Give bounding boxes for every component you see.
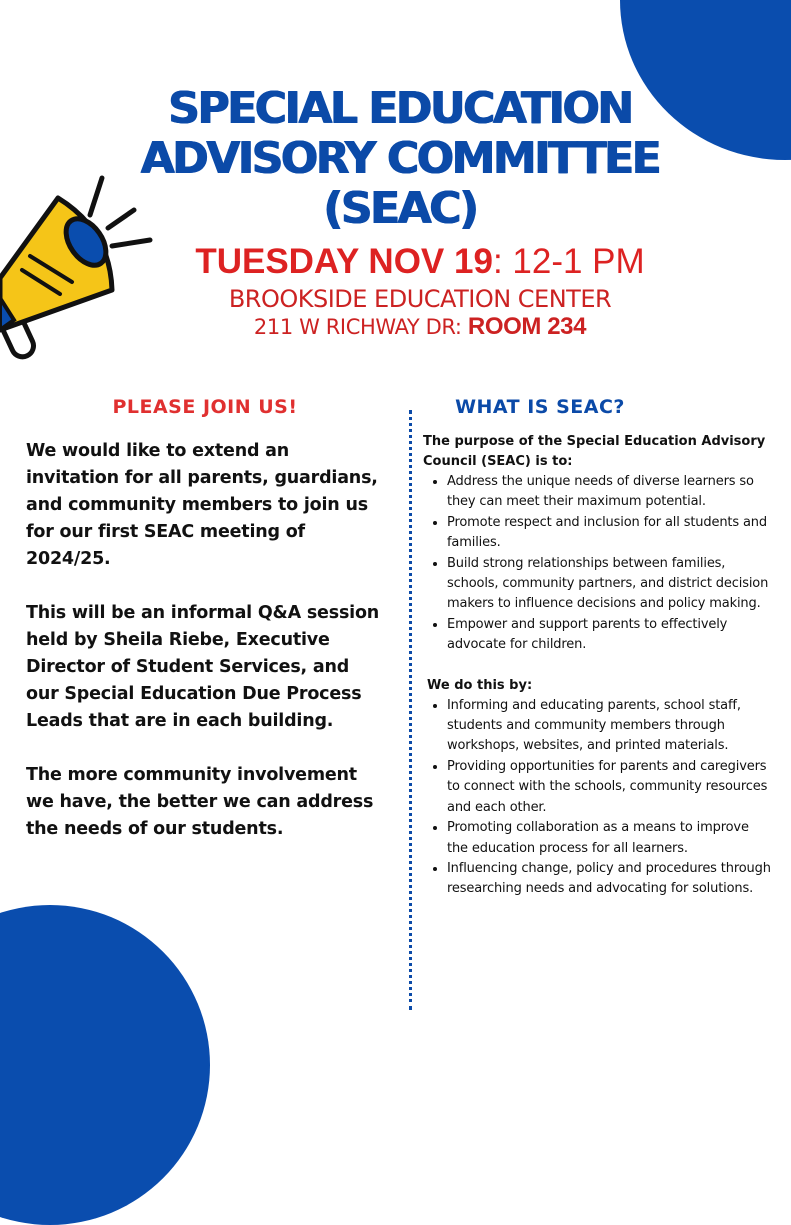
event-details (150, 240, 690, 340)
purpose-list (423, 472, 773, 656)
title-line-2: ADVISORY COMMITTEE (140, 133, 660, 184)
purpose-intro: The purpose of the Special Education Advisory Council (SEAC) is to: (423, 434, 766, 469)
list-item: • Address the unique needs of diverse learners so they can meet their maximum potential. (447, 472, 773, 513)
list-item: • Promoting collaboration as a means to improve the education process for all learners. (447, 818, 773, 859)
invitation-paragraph: We would like to extend an invitation for all parents, guardians, and community members to join us for our first SEAC meeting of 2024/25. (26, 441, 378, 569)
invitation-text (26, 438, 381, 870)
seac-description (423, 432, 773, 900)
event-time: : 12-1 PM (492, 242, 645, 281)
list-item: • Influencing change, policy and procedures through researching needs and advocating for solutions. (447, 859, 773, 900)
list-item: • Informing and educating parents, school staff, students and community members through workshops, websites, and printed materials. (447, 696, 773, 757)
list-item: • Empower and support parents to effectively advocate for children. (447, 615, 773, 656)
what-is-seac-heading: WHAT IS SEAC? (455, 396, 625, 418)
event-date: TUESDAY NOV 19 (195, 242, 493, 281)
title-line-3: (SEAC) (323, 183, 477, 234)
methods-heading: We do this by: (427, 677, 533, 693)
event-address-line (150, 314, 690, 340)
involvement-paragraph: The more community involvement we have, the better we can address the needs of our students. (26, 765, 374, 839)
page-title (60, 84, 740, 234)
list-item: • Providing opportunities for parents and caregivers to connect with the schools, community resources and each other. (447, 757, 773, 818)
event-location: BROOKSIDE EDUCATION CENTER (228, 285, 612, 313)
event-address: 211 W RICHWAY DR: (253, 315, 468, 339)
join-heading: PLEASE JOIN US! (112, 396, 298, 418)
list-item: • Build strong relationships between families, schools, community partners, and district decision makers to influence decisions and policy making. (447, 554, 773, 615)
column-divider (409, 410, 412, 1010)
event-date-time (150, 240, 690, 284)
decorative-circle-bottom-left (0, 905, 210, 1225)
event-room: ROOM 234 (467, 313, 587, 340)
methods-list (423, 696, 773, 900)
title-line-1: SPECIAL EDUCATION (168, 83, 632, 134)
list-item: • Promote respect and inclusion for all students and families. (447, 513, 773, 554)
session-paragraph: This will be an informal Q&A session held by Sheila Riebe, Executive Director of Student Services, and our Special Education Due Process Leads that are in each building. (26, 603, 380, 731)
